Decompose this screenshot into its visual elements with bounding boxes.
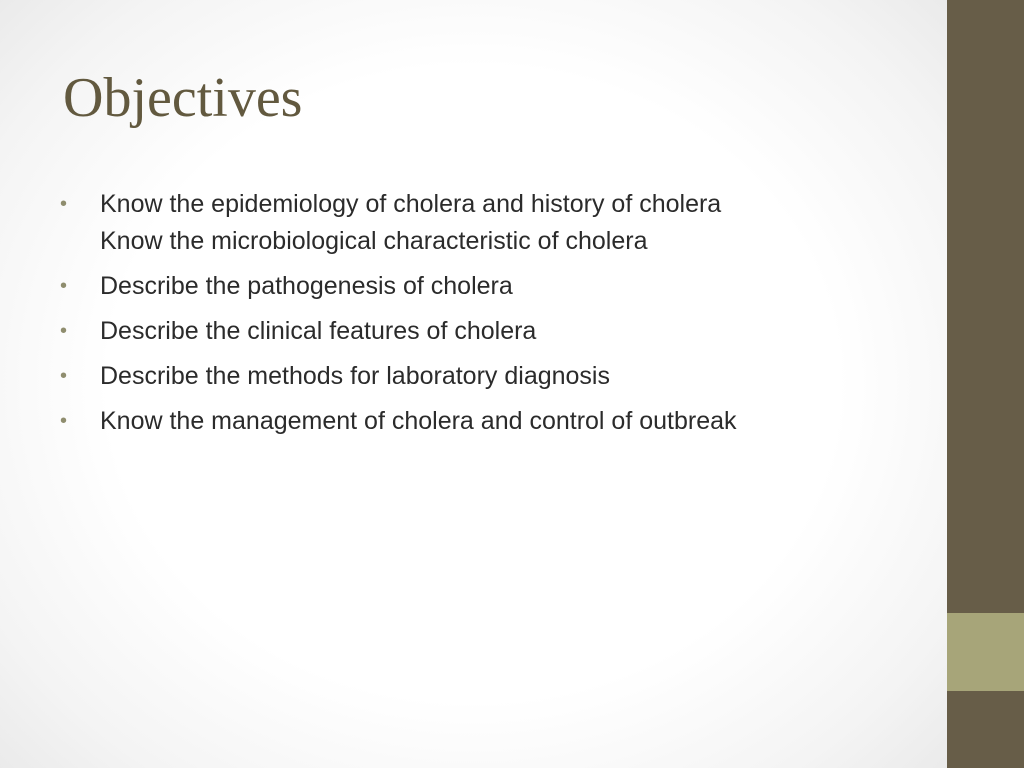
bullet-dot-icon: • [60, 320, 68, 342]
bullet-dot-icon: • [60, 193, 68, 215]
objectives-list [60, 186, 920, 448]
list-item-text: Describe the pathogenesis of cholera [100, 272, 513, 300]
list-item [60, 403, 920, 440]
list-item [60, 313, 920, 350]
list-item-text: Know the epidemiology of cholera and history of cholera [100, 190, 722, 218]
list-item [60, 358, 920, 395]
bullet-dot-icon: • [60, 275, 68, 297]
bullet-dot-icon: • [60, 365, 68, 387]
list-item-text: Describe the methods for laboratory diagnosis [100, 362, 610, 390]
list-item [60, 186, 920, 260]
list-item [60, 268, 920, 305]
bullet-dot-icon: • [60, 410, 68, 432]
sidebar-band-accent [947, 613, 1024, 691]
list-item-text: Know the management of cholera and control of outbreak [100, 407, 737, 435]
list-item-text: Describe the clinical features of cholera [100, 317, 537, 345]
sidebar-band-top [947, 0, 1024, 613]
list-item-text: Know the microbiological characteristic of cholera [100, 227, 648, 255]
decorative-sidebar [947, 0, 1024, 768]
sidebar-band-bottom [947, 691, 1024, 768]
slide-title: Objectives [63, 67, 303, 129]
